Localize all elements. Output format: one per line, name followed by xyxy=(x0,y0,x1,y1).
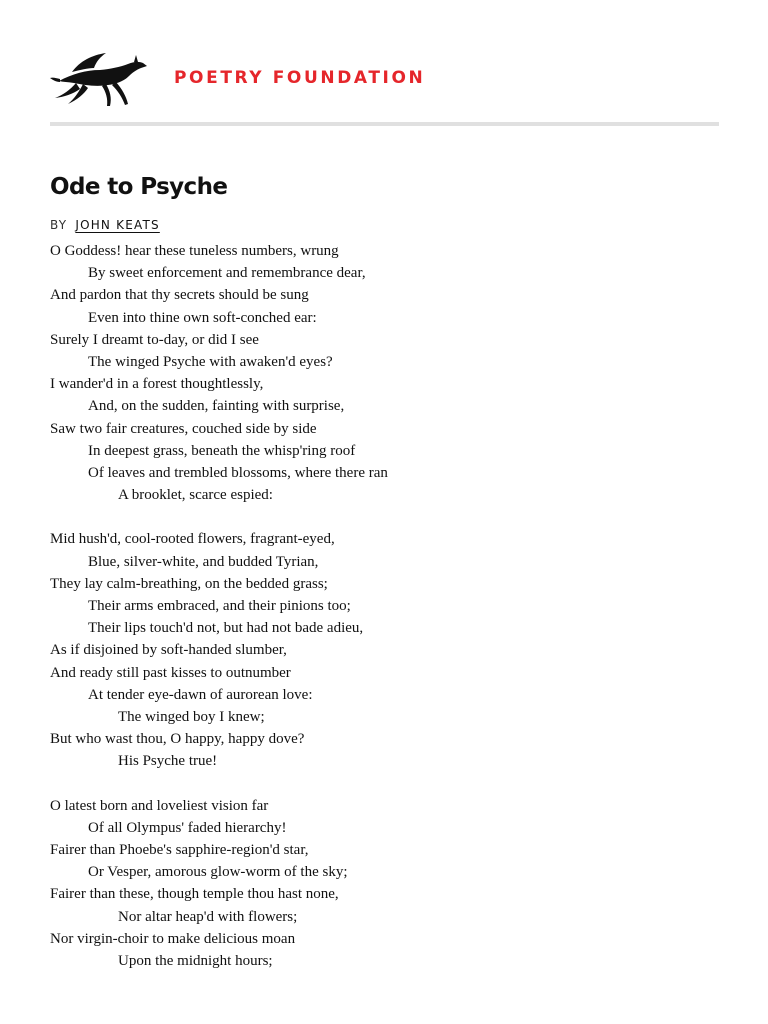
poem-line: Even into thine own soft-conched ear: xyxy=(88,309,317,326)
poem-line: Nor virgin-choir to make delicious moan xyxy=(50,930,296,947)
poem-line: Of all Olympus' faded hierarchy! xyxy=(88,819,287,836)
poem-body xyxy=(50,240,730,994)
poem-line: Or Vesper, amorous glow-worm of the sky; xyxy=(88,864,348,881)
poem-line: Upon the midnight hours; xyxy=(118,953,273,969)
poem-line: By sweet enforcement and remembrance dear, xyxy=(88,265,366,282)
byline xyxy=(50,218,160,232)
poem-line: At tender eye-dawn of aurorean love: xyxy=(88,686,313,703)
brand-name[interactable]: POETRY FOUNDATION xyxy=(174,68,426,88)
poem-line: Of leaves and trembled blossoms, where there ran xyxy=(88,464,388,481)
poem-line: Saw two fair creatures, couched side by side xyxy=(50,420,317,437)
poem-line: His Psyche true! xyxy=(118,753,218,770)
poem-line: And ready still past kisses to outnumber xyxy=(50,664,291,681)
poem-line: O latest born and loveliest vision far xyxy=(50,797,269,814)
poem-line: O Goddess! hear these tuneless numbers, wrung xyxy=(50,243,339,259)
poem-line: And pardon that thy secrets should be sung xyxy=(50,287,309,304)
stanza-2 xyxy=(50,528,730,772)
poem-line: Fairer than Phoebe's sapphire-region'd star, xyxy=(50,842,309,859)
poem-line: But who wast thou, O happy, happy dove? xyxy=(50,731,305,748)
poem-title: Ode to Psyche xyxy=(50,174,228,200)
poem-line: Blue, silver-white, and budded Tyrian, xyxy=(88,553,319,570)
author-link[interactable]: JOHN KEATS xyxy=(75,218,160,232)
poem-line: The winged Psyche with awaken'd eyes? xyxy=(88,353,333,370)
poem-line: Their lips touch'd not, but had not bade adieu, xyxy=(88,620,364,637)
poem-line: The winged boy I knew; xyxy=(118,708,265,725)
stanza-3 xyxy=(50,795,730,973)
poem-line: Nor altar heap'd with flowers; xyxy=(118,908,298,925)
by-label: BY xyxy=(50,218,68,232)
poem-line: I wander'd in a forest thoughtlessly, xyxy=(50,376,264,393)
header-divider xyxy=(50,122,719,126)
pegasus-icon[interactable] xyxy=(50,48,148,110)
poem-line: In deepest grass, beneath the whisp'ring roof xyxy=(88,442,356,459)
poem-line: A brooklet, scarce espied: xyxy=(118,487,273,504)
poem-line: As if disjoined by soft-handed slumber, xyxy=(50,642,287,659)
poem-line: Their arms embraced, and their pinions too; xyxy=(88,598,351,614)
poem-line: And, on the sudden, fainting with surprise, xyxy=(88,398,345,415)
stanza-1 xyxy=(50,240,730,506)
poem-line: Surely I dreamt to-day, or did I see xyxy=(50,331,259,348)
poem-line: They lay calm-breathing, on the bedded grass; xyxy=(50,575,328,592)
site-header xyxy=(50,48,718,112)
poem-line: Fairer than these, though temple thou hast none, xyxy=(50,886,339,903)
poem-line: Mid hush'd, cool-rooted flowers, fragrant-eyed, xyxy=(50,531,335,548)
